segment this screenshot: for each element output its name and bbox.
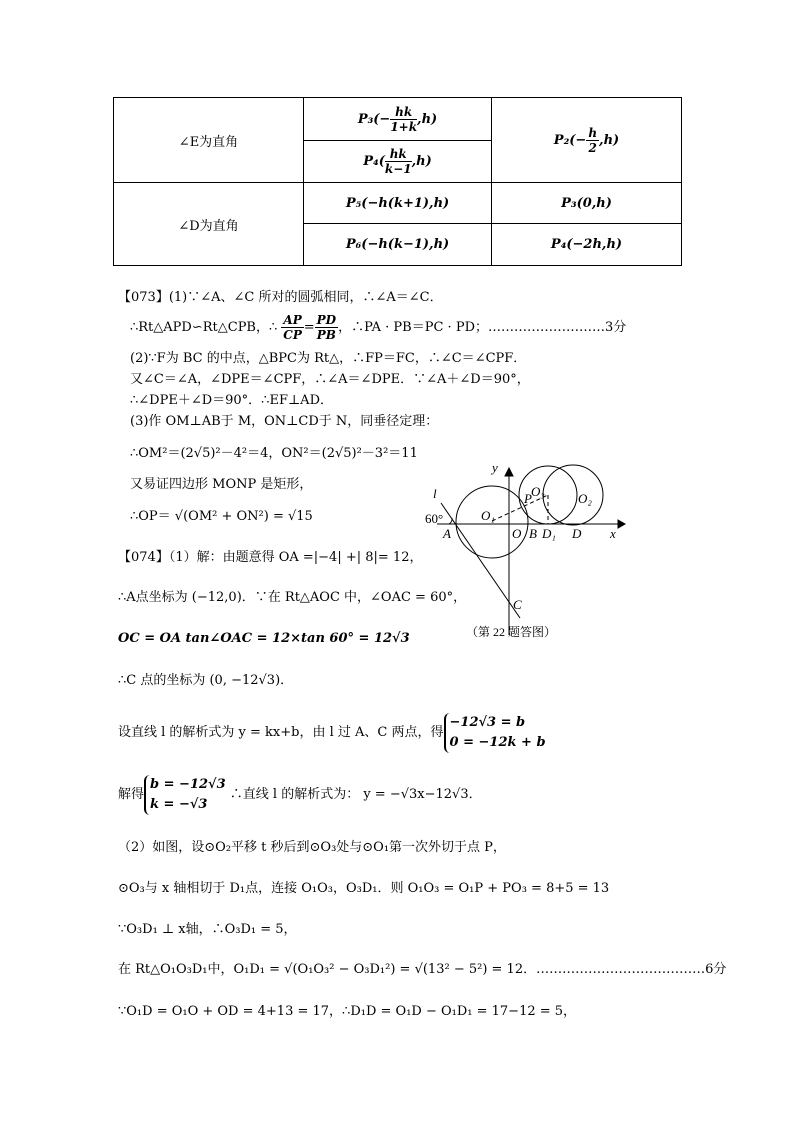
text-line: ∴OP＝ √(OM² + ON²) = √15 xyxy=(130,509,313,524)
text-line: 设直线 l 的解析式为 y = kx+b，由 l 过 A、C 两点，得 −12√3 = b 0 = −12k + b xyxy=(118,712,546,754)
figure-caption: （第 22 题答图） xyxy=(466,625,557,639)
text-line: OC = OA tan∠OAC = 12×tan 60° = 12√3 xyxy=(118,631,410,646)
text-line: 在 Rt△O₁O₃D₁中，O₁D₁ = √(O₁O₃² − O₃D₁²) = √(13² − 5²) = 12．…………………………………6分 xyxy=(118,962,727,977)
table-cell: P₄( $\frac{hk}{k-1}$ ,h) xyxy=(304,141,492,183)
text-line: (3)作 OM⊥AB于 M，ON⊥CD于 N，同垂径定理： xyxy=(130,414,439,429)
text-line: （2）如图，设⊙O₂平移 t 秒后到⊙O₃处与⊙O₁第一次外切于点 P， xyxy=(118,840,506,855)
table-cell: P₃(− $\frac{hk}{1+k}$ ,h) xyxy=(304,98,492,141)
text-line: ∴C 点的坐标为 (0, −12√3)． xyxy=(118,673,294,688)
text-line: ∴OM²＝(2√5)²－4²＝4，ON²＝(2√5)²－3²＝11 xyxy=(130,446,418,461)
text-line: 又∠C＝∠A，∠DPE＝∠CPF，∴∠A＝∠DPE．∵∠A＋∠D＝90°， xyxy=(130,372,530,387)
table-cell: P₂(− $\frac{h}{2}$ ,h) xyxy=(492,98,682,183)
text-line: 解得 b = −12√3 k = −√3 ∴直线 l 的解析式为： y = −√3x−12√3． xyxy=(118,774,482,816)
label-B: B xyxy=(529,526,537,541)
label-l: l xyxy=(433,486,437,501)
text-line: 又易证四边形 MONP 是矩形， xyxy=(130,477,313,492)
table-cell: P₃(0,h) xyxy=(492,183,682,224)
table-cell: P₅(−h(k+1),h) xyxy=(304,183,492,224)
label-O: O xyxy=(512,526,522,541)
text-line: ∵O₃D₁ ⊥ x轴，∴O₃D₁ = 5， xyxy=(118,922,297,937)
text-line: ∵O₁D = O₁O + OD = 4+13 = 17，∴D₁D = O₁D − O₁D₁ = 17−12 = 5， xyxy=(118,1004,577,1019)
label-C: C xyxy=(513,597,522,612)
label-60: 60° xyxy=(425,511,444,526)
label-O1: O₁ xyxy=(481,508,495,523)
row-label: ∠D为直角 xyxy=(114,183,304,266)
text-line: ∴Rt△APD∽Rt△CPB，∴ $\frac{AP}{CP}$ = $\frac{PD}{PB}$ ，∴PA · PB＝PC · PD；………………………3分 xyxy=(130,313,627,342)
label-P: P xyxy=(524,491,532,506)
text-line: (2)∵F为 BC 的中点，△BPC为 Rt△，∴FP＝FC，∴∠C＝∠CPF． xyxy=(130,351,527,366)
label-O3: O₃ xyxy=(531,484,545,499)
label-O2: O₂ xyxy=(578,491,592,506)
text-line: 【073】(1)∵∠A、∠C 所对的圆弧相同，∴∠A＝∠C． xyxy=(118,290,443,305)
table-cell: P₆(−h(k−1),h) xyxy=(304,224,492,266)
label-D: D xyxy=(572,526,582,541)
text-line: 【074】（1）解：由题意得 OA =|−4| +| 8|= 12， xyxy=(118,550,423,565)
text-line: ∴∠DPE＋∠D＝90°．∴EF⊥AD． xyxy=(130,393,333,408)
label-x: x xyxy=(610,526,616,541)
text-line: ⊙O₃与 x 轴相切于 D₁点，连接 O₁O₃，O₃D₁．则 O₁O₃ = O₁P + PO₃ = 8+5 = 13 xyxy=(118,881,610,896)
label-y: y xyxy=(492,460,498,475)
label-D1: D₁ xyxy=(542,526,556,541)
table-cell: P₄(−2h,h) xyxy=(492,224,682,266)
row-label: ∠E为直角 xyxy=(114,98,304,183)
text-line: ∴A点坐标为 (−12,0)．∵在 Rt△AOC 中，∠OAC = 60°， xyxy=(118,590,467,605)
label-A: A xyxy=(443,526,451,541)
